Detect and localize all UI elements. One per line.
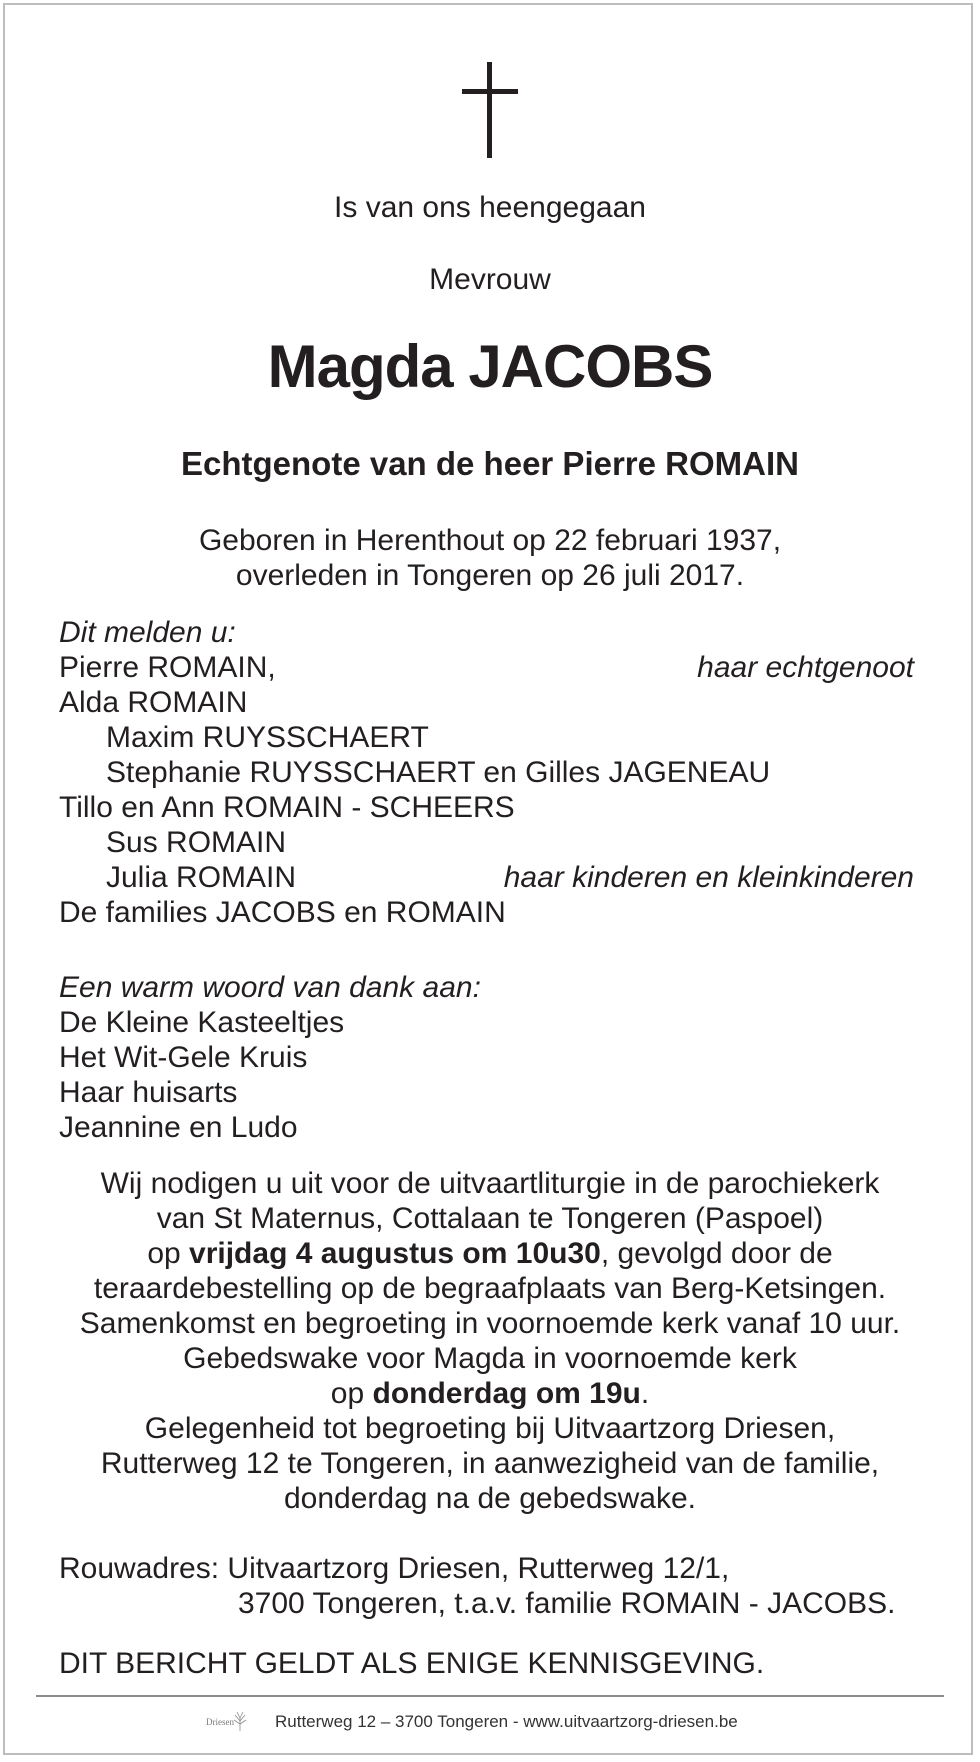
ceremony-line: Gelegenheid tot begroeting bij Uitvaartzorg Driesen, bbox=[144, 1412, 836, 1445]
logo-text: Driesen bbox=[206, 1717, 234, 1727]
spouse-line: Echtgenote van de heer Pierre ROMAIN bbox=[181, 445, 799, 482]
relation-children: haar kinderen en kleinkinderen bbox=[503, 861, 914, 894]
ceremony-text: , gevolgd door de bbox=[600, 1237, 833, 1270]
mourner-line: Julia ROMAIN bbox=[106, 861, 297, 894]
ceremony-line: Rutterweg 12 te Tongeren, in aanwezigheid van de familie, bbox=[100, 1447, 880, 1480]
ceremony-line: Gebedswake voor Magda in voornoemde kerk bbox=[183, 1342, 797, 1375]
address-line: Rouwadres: Uitvaartzorg Driesen, Rutterweg 12/1, bbox=[59, 1552, 730, 1585]
vigil-date: donderdag om 19u bbox=[372, 1377, 641, 1410]
death-line: overleden in Tongeren op 26 juli 2017. bbox=[235, 559, 745, 592]
mourner-line: Alda ROMAIN bbox=[59, 686, 248, 719]
deceased-name: Magda JACOBS bbox=[267, 333, 713, 400]
ceremony-text: op bbox=[330, 1377, 373, 1410]
cross-icon bbox=[460, 62, 520, 158]
footer-contact: Rutterweg 12 – 3700 Tongeren - www.uitvaartzorg-driesen.be bbox=[275, 1712, 738, 1731]
honorific: Mevrouw bbox=[429, 263, 551, 296]
mourner-line: Tillo en Ann ROMAIN - SCHEERS bbox=[59, 791, 515, 824]
thanks-heading: Een warm woord van dank aan: bbox=[59, 971, 481, 1004]
ceremony-line: Samenkomst en begroeting in voornoemde kerk vanaf 10 uur. bbox=[79, 1307, 901, 1340]
ceremony-line: teraardebestelling op de begraafplaats van Berg-Ketsingen. bbox=[93, 1272, 887, 1305]
intro-text: Is van ons heengegaan bbox=[334, 191, 646, 224]
thanks-line: De Kleine Kasteeltjes bbox=[59, 1006, 345, 1039]
ceremony-text: . bbox=[640, 1377, 650, 1410]
mourner-line: Stephanie RUYSSCHAERT en Gilles JAGENEAU bbox=[106, 756, 771, 789]
announced-by-heading: Dit melden u: bbox=[59, 616, 236, 649]
footer-divider bbox=[36, 1695, 944, 1697]
closing-statement: DIT BERICHT GELDT ALS ENIGE KENNISGEVING. bbox=[59, 1647, 765, 1680]
ceremony-text: op bbox=[147, 1237, 190, 1270]
thanks-line: Het Wit-Gele Kruis bbox=[59, 1041, 308, 1074]
thanks-line: Jeannine en Ludo bbox=[59, 1111, 298, 1144]
mourner-line: De families JACOBS en ROMAIN bbox=[59, 896, 506, 929]
birth-line: Geboren in Herenthout op 22 februari 1937, bbox=[198, 524, 782, 557]
ceremony-line: donderdag na de gebedswake. bbox=[283, 1482, 696, 1515]
relation-spouse: haar echtgenoot bbox=[697, 651, 914, 684]
mourner-line: Maxim RUYSSCHAERT bbox=[106, 721, 429, 754]
thanks-line: Haar huisarts bbox=[59, 1076, 238, 1109]
address-line: 3700 Tongeren, t.a.v. familie ROMAIN - JACOBS. bbox=[238, 1587, 896, 1620]
funeral-date: vrijdag 4 augustus om 10u30 bbox=[189, 1237, 601, 1270]
ceremony-line: van St Maternus, Cottalaan te Tongeren (Paspoel) bbox=[156, 1202, 824, 1235]
mourner-line: Pierre ROMAIN, bbox=[59, 651, 276, 684]
ceremony-line: Wij nodigen u uit voor de uitvaartliturgie in de parochiekerk bbox=[100, 1167, 880, 1200]
ceremony-line-date bbox=[0, 1236, 980, 1271]
footer bbox=[0, 1705, 980, 1741]
mourner-line: Sus ROMAIN bbox=[106, 826, 287, 859]
ceremony-line-vigil bbox=[0, 1376, 980, 1411]
